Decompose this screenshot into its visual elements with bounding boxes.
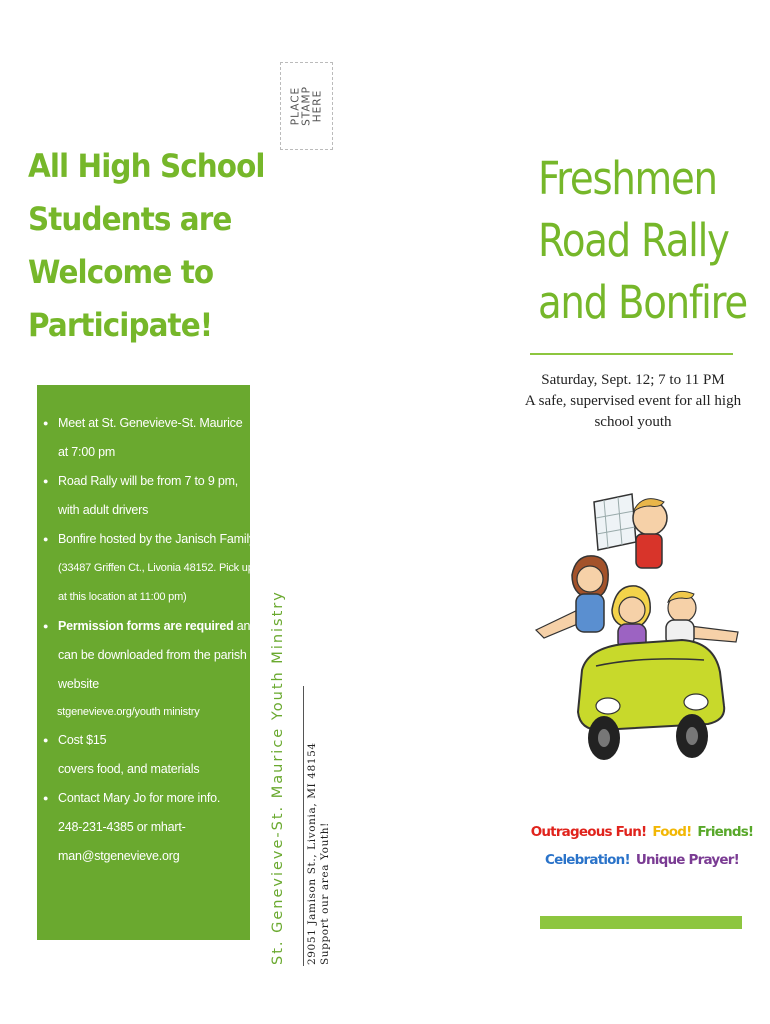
info-url — [37, 699, 250, 726]
ministry-name: St. Genevieve-St. Maurice Youth Ministry — [270, 590, 286, 965]
info-text: Meet at St. Genevieve-St. Maurice — [58, 416, 243, 430]
address-line: Support our area Youth! — [319, 822, 331, 965]
headline-line: All High School — [28, 147, 265, 185]
info-list — [37, 385, 258, 871]
contact-email[interactable]: man@stgenevieve.org — [58, 849, 180, 863]
info-text: website — [58, 677, 99, 691]
girl-left-figure — [536, 556, 608, 638]
stamp-text — [290, 86, 323, 126]
headline-line: Welcome to — [28, 253, 214, 291]
tagline — [520, 818, 764, 874]
stamp-line: PLACE — [289, 86, 301, 126]
info-text: (33487 Griffen Ct., Livonia 48152. Pick up — [58, 562, 254, 574]
info-text: 248-231-4385 or mhart- — [58, 820, 186, 834]
title-line: Road Rally — [538, 214, 729, 267]
event-date: Saturday, Sept. 12; 7 to 11 PM — [541, 372, 725, 388]
tagline-word: Outrageous Fun! — [530, 824, 647, 840]
tagline-row — [520, 818, 764, 846]
headline-line: Participate! — [28, 306, 213, 344]
boy-pointing-figure — [666, 591, 738, 646]
info-text — [58, 612, 258, 641]
return-address — [306, 742, 332, 965]
parish-url[interactable]: stgenevieve.org/youth ministry — [57, 706, 200, 718]
stamp-placeholder — [280, 62, 333, 150]
info-item-bonfire — [37, 525, 256, 612]
address-line: 29051 Jamison St., Livonia, MI 48154 — [306, 742, 318, 965]
green-car-icon — [578, 640, 724, 760]
bullet-icon: ● — [43, 534, 49, 544]
event-description: A safe, supervised event for all high — [524, 393, 742, 409]
bullet-icon: ● — [43, 418, 49, 428]
info-panel — [37, 385, 258, 940]
event-details — [520, 370, 746, 433]
girl-blonde-figure — [612, 586, 650, 650]
info-text: with adult drivers — [58, 503, 149, 517]
info-text: Cost $15 — [58, 733, 107, 747]
title-line: Freshmen — [538, 152, 717, 205]
road-rally-car-clipart — [532, 480, 742, 770]
headline — [28, 140, 265, 352]
info-text: Bonfire hosted by the Janisch Family — [58, 532, 256, 546]
info-text: at 7:00 pm — [58, 445, 116, 459]
tagline-row — [520, 846, 764, 874]
tagline-word: Unique Prayer! — [635, 852, 739, 868]
info-text: can be downloaded from the parish — [58, 648, 247, 662]
tagline-word: Celebration! — [545, 852, 630, 868]
event-description: school youth — [594, 414, 672, 430]
title-line: and Bonfire — [538, 276, 747, 329]
info-item-contact — [37, 784, 250, 871]
headline-line: Students are — [28, 200, 232, 238]
stamp-line: STAMP — [300, 86, 312, 126]
info-item-permission — [37, 612, 258, 699]
bullet-icon: ● — [43, 621, 49, 631]
stamp-line: HERE — [311, 89, 323, 123]
info-item-cost — [37, 726, 250, 784]
boy-navigator-figure — [633, 499, 667, 568]
tagline-word: Food! — [652, 824, 692, 840]
bullet-icon: ● — [43, 735, 49, 745]
bullet-icon: ● — [43, 476, 49, 486]
permission-rest: and — [233, 619, 258, 633]
address-divider — [303, 686, 304, 966]
info-text: at this location at 11:00 pm) — [58, 591, 187, 603]
event-title — [538, 148, 747, 334]
tagline-word: Friends! — [697, 824, 754, 840]
bottom-accent-bar — [540, 916, 742, 929]
info-text: covers food, and materials — [58, 762, 200, 776]
bullet-icon: ● — [43, 793, 49, 803]
info-text: Contact Mary Jo for more info. — [58, 791, 221, 805]
permission-bold: Permission forms are required — [58, 619, 234, 633]
title-divider — [530, 353, 733, 355]
info-text: Road Rally will be from 7 to 9 pm, — [58, 474, 239, 488]
map-icon — [594, 494, 636, 550]
info-item-road-rally — [37, 467, 250, 525]
info-item-meet — [37, 409, 250, 467]
